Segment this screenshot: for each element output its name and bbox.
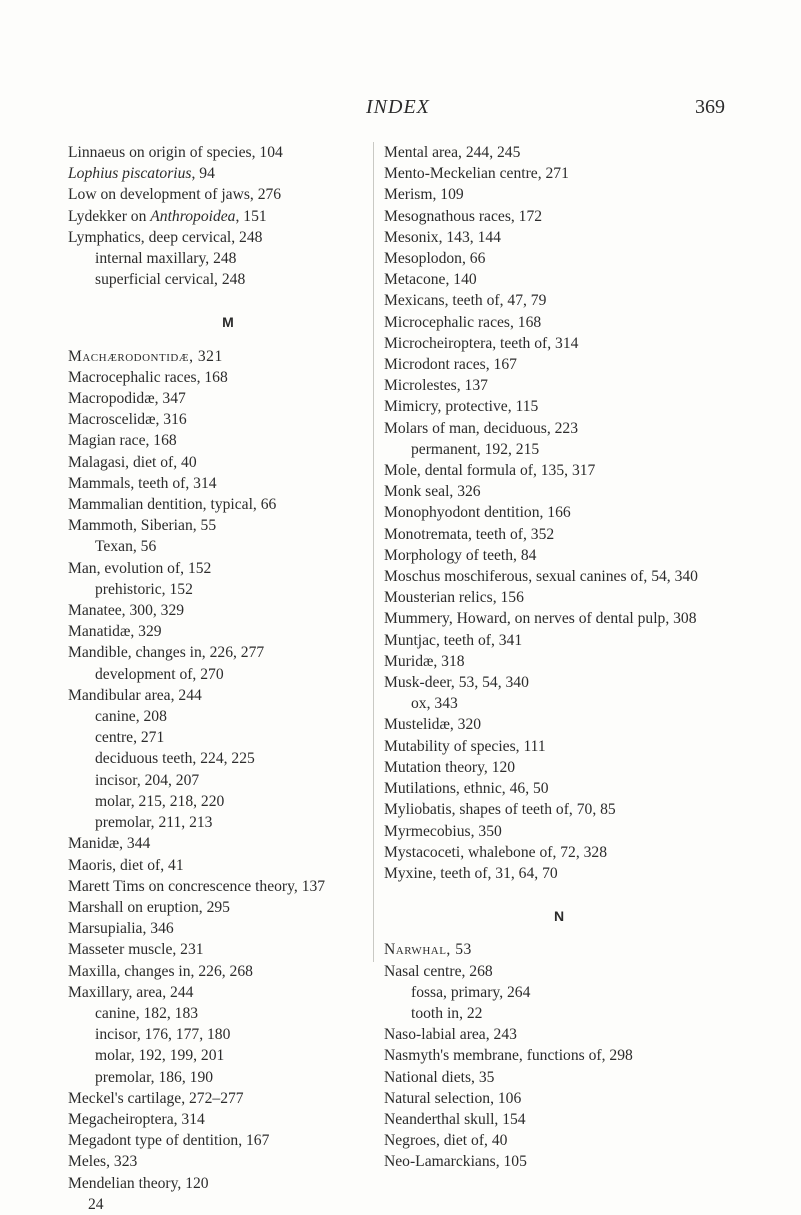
index-entry: Meles, 323 — [68, 1153, 138, 1171]
index-entry: Mendelian theory, 120 — [68, 1174, 209, 1192]
index-entry: Maxilla, changes in, 226, 268 — [68, 962, 253, 980]
index-entry: Molars of man, deciduous, 223 — [384, 419, 579, 437]
index-entry: Mutation theory, 120 — [384, 758, 516, 776]
index-entry: Maxillary, area, 244 — [68, 983, 194, 1001]
index-entry: Merism, 109 — [384, 186, 464, 204]
index-entry: Maoris, diet of, 41 — [68, 856, 184, 874]
index-subentry: premolar, 186, 190 — [95, 1068, 214, 1086]
index-entry: Macroscelidæ, 316 — [68, 411, 187, 429]
index-subentry: molar, 215, 218, 220 — [95, 792, 225, 810]
index-entry: Musk-deer, 53, 54, 340 — [384, 674, 529, 692]
index-entry: Lymphatics, deep cervical, 248 — [68, 228, 263, 246]
index-entry: Manatidæ, 329 — [68, 623, 162, 641]
index-entry: Macrocephalic races, 168 — [68, 368, 228, 386]
index-entry: Microlestes, 137 — [384, 377, 488, 395]
index-entry: Mustelidæ, 320 — [384, 716, 482, 734]
page-number: 369 — [695, 96, 725, 118]
index-entry: Magian race, 168 — [68, 432, 177, 450]
index-subentry: superficial cervical, 248 — [95, 271, 246, 289]
index-entry: Myrmecobius, 350 — [384, 822, 502, 840]
index-entry: Marett Tims on concrescence theory, 137 — [68, 877, 326, 895]
index-entry: Mammalian dentition, typical, 66 — [68, 496, 277, 514]
index-entry: Neo-Lamarckians, 105 — [384, 1153, 527, 1171]
index-subentry: canine, 182, 183 — [95, 1004, 199, 1022]
index-entry: Myliobatis, shapes of teeth of, 70, 85 — [384, 801, 616, 819]
index-entry: Monotremata, teeth of, 352 — [384, 525, 555, 543]
index-subentry: deciduous teeth, 224, 225 — [95, 750, 255, 768]
index-entry: Mutability of species, 111 — [384, 737, 546, 755]
index-entry: Marsupialia, 346 — [68, 920, 174, 938]
index-entry: Negroes, diet of, 40 — [384, 1132, 508, 1150]
index-entry: Low on development of jaws, 276 — [68, 186, 282, 204]
section-letter-m: M — [222, 314, 234, 331]
index-entry: Mento-Meckelian centre, 271 — [384, 165, 569, 183]
index-entry: Lophius piscatorius, 94 — [68, 165, 215, 183]
index-entry: Mutilations, ethnic, 46, 50 — [384, 780, 549, 798]
index-subentry: Texan, 56 — [95, 538, 157, 556]
index-entry: Monophyodont dentition, 166 — [384, 504, 571, 522]
index-entry: Manidæ, 344 — [68, 835, 151, 853]
index-subentry: ox, 343 — [411, 695, 458, 713]
index-entry: Mental area, 244, 245 — [384, 144, 521, 161]
index-entry: Muntjac, teeth of, 341 — [384, 631, 523, 649]
index-subentry: canine, 208 — [95, 708, 167, 726]
index-entry: Megacheiroptera, 314 — [68, 1110, 205, 1128]
index-entry: Manatee, 300, 329 — [68, 602, 185, 620]
index-entry: Mexicans, teeth of, 47, 79 — [384, 292, 547, 310]
left-column — [68, 142, 388, 1215]
index-entry: Mammals, teeth of, 314 — [68, 474, 217, 492]
index-entry: Mousterian relics, 156 — [384, 589, 524, 607]
index-entry: Narwhal, 53 — [384, 941, 472, 959]
index-entry: Mystacoceti, whalebone of, 72, 328 — [384, 843, 608, 861]
index-entry: Mandible, changes in, 226, 277 — [68, 644, 265, 662]
page-header — [0, 96, 801, 122]
index-entry: Microcephalic races, 168 — [384, 313, 542, 331]
index-entry: Naso-labial area, 243 — [384, 1026, 517, 1044]
index-entry: Nasmyth's membrane, functions of, 298 — [384, 1047, 633, 1065]
index-subentry: incisor, 176, 177, 180 — [95, 1026, 231, 1044]
index-entry: Machærodontidæ, 321 — [68, 347, 223, 365]
index-entry: Metacone, 140 — [384, 271, 477, 289]
index-entry: Mesognathous races, 172 — [384, 207, 543, 225]
index-subentry: development of, 270 — [95, 665, 224, 683]
signature-mark: 24 — [88, 1195, 104, 1213]
index-entry: Marshall on eruption, 295 — [68, 898, 230, 916]
index-subentry: molar, 192, 199, 201 — [95, 1047, 225, 1065]
index-subentry: internal maxillary, 248 — [95, 250, 237, 268]
index-subentry: incisor, 204, 207 — [95, 771, 200, 789]
index-entry: Megadont type of dentition, 167 — [68, 1132, 270, 1150]
index-entry: Mandibular area, 244 — [68, 686, 202, 704]
index-subentry: permanent, 192, 215 — [411, 440, 540, 458]
index-entry: Moschus moschiferous, sexual canines of, 54, 340 — [384, 568, 698, 586]
index-entry: Monk seal, 326 — [384, 483, 481, 501]
running-title: INDEX — [366, 96, 430, 118]
index-entry: Mimicry, protective, 115 — [384, 398, 539, 416]
index-entry: Meckel's cartilage, 272–277 — [68, 1089, 244, 1107]
index-entry: Nasal centre, 268 — [384, 962, 493, 980]
index-entry: Natural selection, 106 — [384, 1089, 522, 1107]
section-letter-n: N — [553, 908, 565, 925]
index-entry: Man, evolution of, 152 — [68, 559, 212, 577]
index-entry: Malagasi, diet of, 40 — [68, 453, 197, 471]
index-entry: Mesoplodon, 66 — [384, 250, 486, 268]
index-entry: Microcheiroptera, teeth of, 314 — [384, 334, 579, 352]
index-entry: Linnaeus on origin of species, 104 — [68, 144, 283, 161]
index-entry: Microdont races, 167 — [384, 356, 517, 374]
index-subentry: premolar, 211, 213 — [95, 814, 213, 832]
index-subentry: prehistoric, 152 — [95, 580, 193, 598]
index-entry: National diets, 35 — [384, 1068, 495, 1086]
index-entry: Masseter muscle, 231 — [68, 941, 204, 959]
right-column — [384, 142, 734, 1173]
index-entry: Morphology of teeth, 84 — [384, 546, 537, 564]
index-entry: Lydekker on Anthropoidea, 151 — [68, 207, 267, 225]
index-entry: Mammoth, Siberian, 55 — [68, 517, 217, 535]
index-entry: Mummery, Howard, on nerves of dental pulp, 308 — [384, 610, 697, 628]
index-entry: Mole, dental formula of, 135, 317 — [384, 462, 596, 480]
index-entry: Macropodidæ, 347 — [68, 390, 186, 408]
index-entry: Neanderthal skull, 154 — [384, 1110, 526, 1128]
index-entry: Myxine, teeth of, 31, 64, 70 — [384, 864, 558, 882]
index-entry: Muridæ, 318 — [384, 652, 465, 670]
index-entry: Mesonix, 143, 144 — [384, 228, 501, 246]
index-subentry: fossa, primary, 264 — [411, 983, 531, 1001]
index-subentry: tooth in, 22 — [411, 1004, 483, 1022]
index-subentry: centre, 271 — [95, 729, 165, 747]
